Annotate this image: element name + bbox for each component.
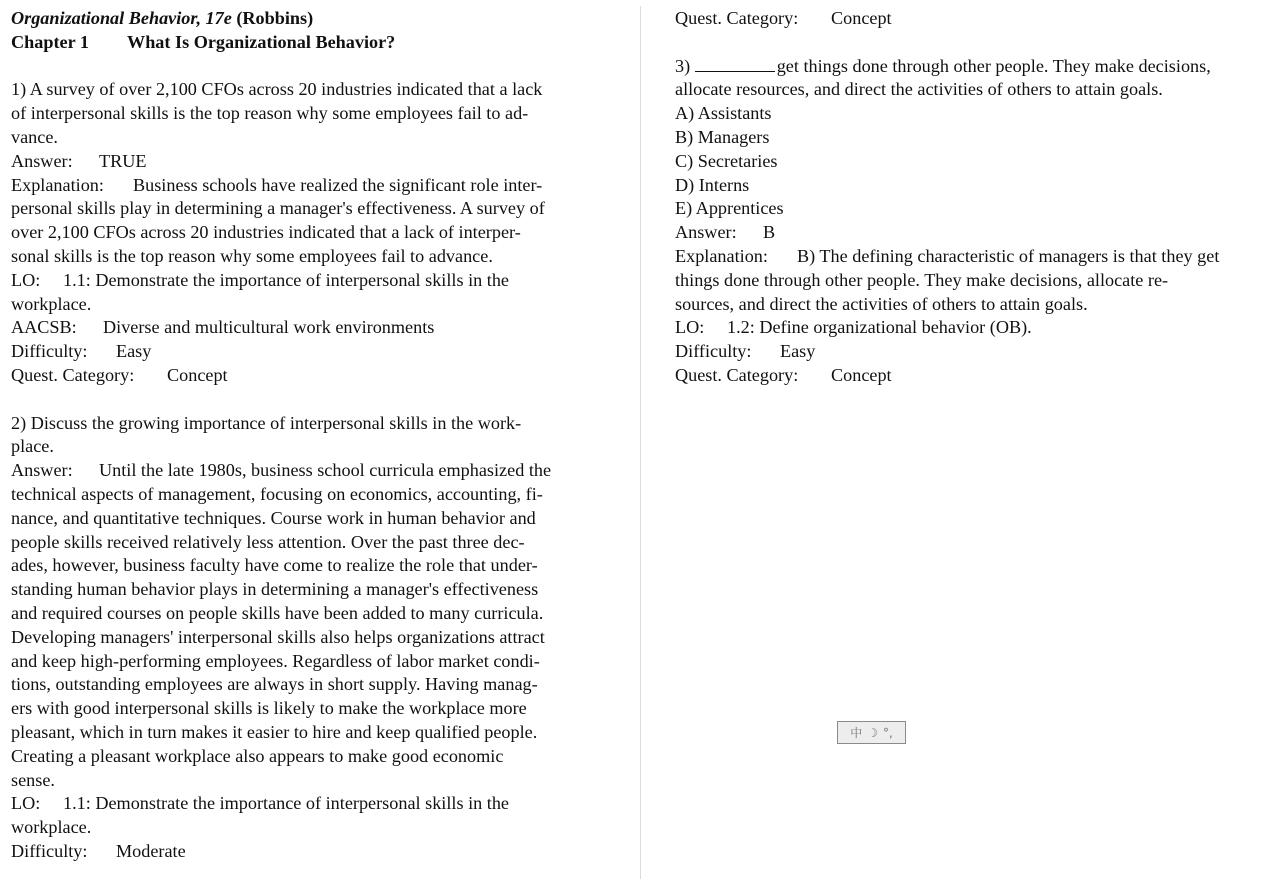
q1-category [11, 364, 621, 388]
q3-category-value: Concept [831, 364, 892, 385]
q2-answer-line: technical aspects of management, focusing on economics, accounting, fi- [11, 483, 543, 504]
q2-difficulty-value: Moderate [116, 840, 186, 861]
q1-aacsb-value: Diverse and multicultural work environments [103, 317, 435, 338]
q1-explanation-text: Business schools have realized the significant role inter- [133, 174, 543, 195]
q3-option: D) Interns [675, 174, 750, 195]
q3-category-label: Quest. Category: [675, 364, 799, 385]
q1-aacsb [11, 316, 621, 340]
right-column [675, 7, 1273, 388]
question-2 [11, 412, 621, 864]
q3-answer-label: Answer: [675, 222, 737, 243]
q2-answer-line: Developing managers' interpersonal skills also helps organizations attract [11, 626, 545, 647]
q2-answer-text: Until the late 1980s, business school curricula emphasized the [99, 460, 552, 481]
q2-category-label: Quest. Category: [675, 8, 799, 28]
q2-lo-label: LO: [11, 793, 41, 814]
q2-answer-line: standing human behavior plays in determining a manager's effectiveness [11, 579, 539, 600]
book-title: Organizational Behavior, 17e [11, 8, 232, 28]
q1-text-line: 1) A survey of over 2,100 CFOs across 20 industries indicated that a lack [11, 79, 543, 100]
q2-answer-line: ades, however, business faculty have come to realize the role that under- [11, 555, 538, 576]
q2-answer-line: nance, and quantitative techniques. Course work in human behavior and [11, 507, 536, 528]
q3-difficulty-value: Easy [780, 341, 816, 362]
q1-difficulty-label: Difficulty: [11, 341, 88, 362]
ime-chinese-mode-icon[interactable]: 中 [850, 725, 863, 740]
q3-difficulty [675, 340, 1273, 364]
q1-lo [11, 269, 621, 293]
q2-difficulty-label: Difficulty: [11, 840, 88, 861]
q1-explanation [11, 174, 621, 198]
q2-answer-line: people skills received relatively less attention. Over the past three dec- [11, 531, 525, 552]
q1-aacsb-label: AACSB: [11, 317, 77, 338]
q2-answer [11, 459, 621, 483]
q3-explanation-line: things done through other people. They make decisions, allocate re- [675, 269, 1169, 290]
ime-toolbar[interactable] [837, 721, 906, 744]
q1-explanation-line: personal skills play in determining a manager's effectiveness. A survey of [11, 198, 545, 219]
q2-answer-line: and keep high-performing employees. Regardless of labor market condi- [11, 650, 540, 671]
left-column [11, 7, 621, 864]
ime-punctuation-icon[interactable]: °, [882, 725, 893, 740]
q2-text-line: place. [11, 436, 54, 457]
chapter-heading [11, 31, 621, 55]
q1-lo-line: workplace. [11, 293, 92, 314]
q2-category-value: Concept [831, 8, 892, 28]
question-3 [675, 55, 1273, 388]
book-author: (Robbins) [236, 8, 314, 28]
q3-difficulty-label: Difficulty: [675, 341, 752, 362]
chapter-label: Chapter 1 [11, 31, 89, 52]
q3-explanation-text: B) The defining characteristic of managers is that they get [797, 245, 1220, 266]
q3-option: B) Managers [675, 126, 770, 147]
q3-option: A) Assistants [675, 103, 772, 124]
ime-moon-icon[interactable]: ☽ [867, 725, 878, 740]
q1-category-value: Concept [167, 364, 228, 385]
q1-explanation-line: over 2,100 CFOs across 20 industries indicated that a lack of interper- [11, 222, 521, 243]
q2-lo-text: 1.1: Demonstrate the importance of interpersonal skills in the [63, 793, 509, 814]
q3-blank [695, 55, 775, 72]
q2-lo-line: workplace. [11, 817, 92, 838]
q3-lo-value: 1.2: Define organizational behavior (OB). [727, 317, 1032, 338]
q2-difficulty [11, 840, 621, 864]
q1-difficulty [11, 340, 621, 364]
q1-explanation-label: Explanation: [11, 174, 104, 195]
q1-lo-label: LO: [11, 269, 41, 290]
q3-explanation-label: Explanation: [675, 245, 768, 266]
q3-lo-label: LO: [675, 317, 705, 338]
q2-answer-line: sense. [11, 769, 55, 790]
q2-answer-line: Creating a pleasant workplace also appears to make good economic [11, 745, 504, 766]
q2-lo [11, 792, 621, 816]
q2-text-line: 2) Discuss the growing importance of interpersonal skills in the work- [11, 412, 522, 433]
q2-answer-line: tions, outstanding employees are always in short supply. Having manag- [11, 674, 538, 695]
question-1 [11, 78, 621, 387]
q2-category [675, 7, 1273, 31]
q3-answer-value: B [763, 222, 776, 243]
q1-category-label: Quest. Category: [11, 364, 135, 385]
book-title-line [11, 7, 621, 31]
q2-answer-line: and required courses on people skills have been added to many curricula. [11, 602, 544, 623]
q1-text-line: vance. [11, 126, 58, 147]
q3-option: C) Secretaries [675, 150, 778, 171]
q1-lo-text: 1.1: Demonstrate the importance of interpersonal skills in the [63, 269, 509, 290]
chapter-title: What Is Organizational Behavior? [127, 31, 396, 52]
q1-answer [11, 150, 621, 174]
q1-explanation-line: sonal skills is the top reason why some employees fail to advance. [11, 245, 493, 266]
q3-answer [675, 221, 1273, 245]
q1-answer-value: TRUE [99, 150, 147, 171]
q2-answer-line: ers with good interpersonal skills is likely to make the workplace more [11, 698, 527, 719]
q3-option: E) Apprentices [675, 198, 784, 219]
q3-explanation-line: sources, and direct the activities of others to attain goals. [675, 293, 1088, 314]
column-divider [640, 6, 641, 879]
q3-lo [675, 316, 1273, 340]
q1-difficulty-value: Easy [116, 341, 152, 362]
q3-explanation [675, 245, 1273, 269]
q3-text-line: allocate resources, and direct the activities of others to attain goals. [675, 79, 1163, 100]
q2-answer-label: Answer: [11, 460, 73, 481]
q1-text-line: of interpersonal skills is the top reason why some employees fail to ad- [11, 103, 529, 124]
q3-category [675, 364, 1273, 388]
q3-text-rest: get things done through other people. They make decisions, [776, 55, 1211, 76]
q1-answer-label: Answer: [11, 150, 73, 171]
q2-answer-line: pleasant, which in turn makes it easier to hire and keep qualified people. [11, 721, 538, 742]
q3-number: 3) [675, 55, 691, 76]
q3-text-line [675, 55, 1273, 79]
